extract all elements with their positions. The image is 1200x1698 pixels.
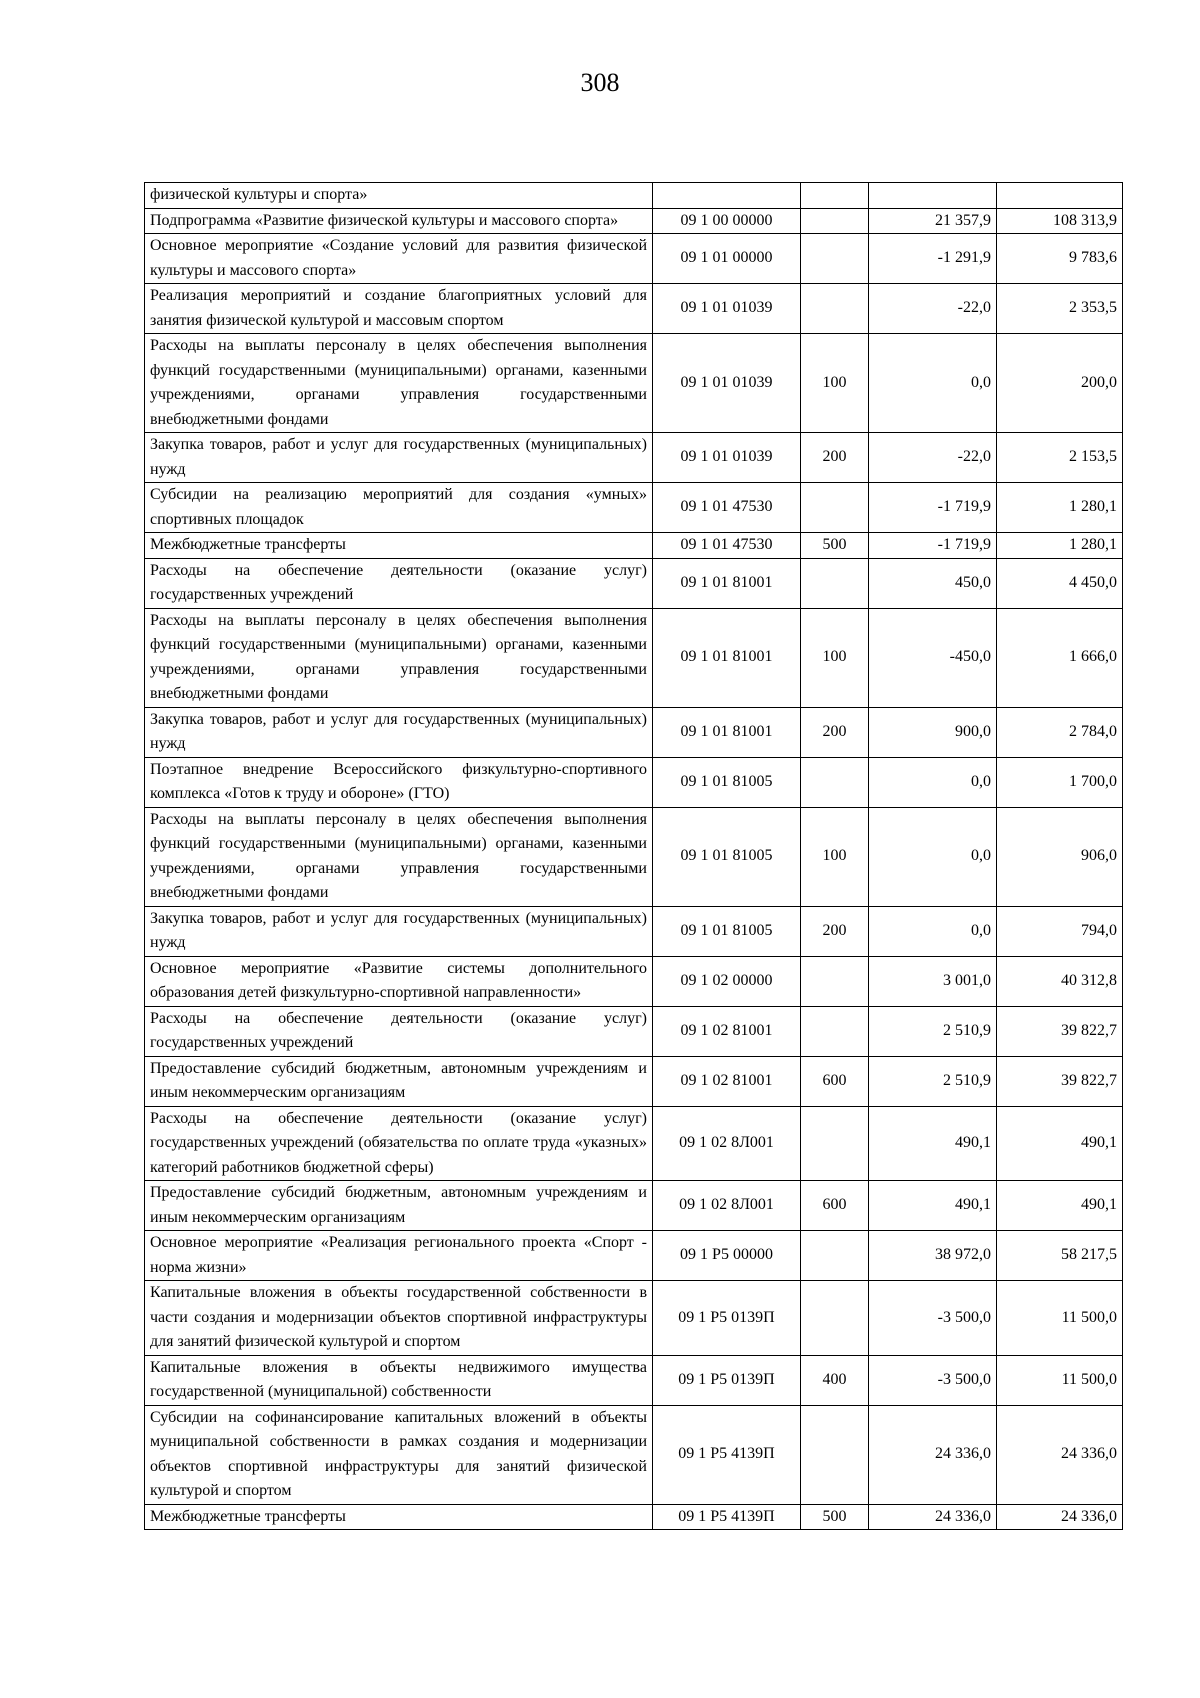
- row-code-cell: 09 1 01 00000: [653, 234, 801, 284]
- row-change-cell: 3 001,0: [869, 956, 997, 1006]
- row-total-cell: 906,0: [997, 807, 1123, 906]
- row-code-cell: 09 1 01 81001: [653, 558, 801, 608]
- table-row: [145, 1355, 1123, 1405]
- row-change-cell: 490,1: [869, 1181, 997, 1231]
- table-row: [145, 433, 1123, 483]
- row-name-cell: Расходы на обеспечение деятельности (оказание услуг) государственных учреждений (обязательства по оплате труда «указных» категорий работников бюджетной сферы): [145, 1106, 653, 1181]
- row-name-cell: Основное мероприятие «Развитие системы дополнительного образования детей физкультурно-спортивной направленности»: [145, 956, 653, 1006]
- row-code-cell: 09 1 01 81005: [653, 807, 801, 906]
- row-total-cell: 1 666,0: [997, 608, 1123, 707]
- row-name-cell: физической культуры и спорта»: [145, 183, 653, 209]
- row-change-cell: 900,0: [869, 707, 997, 757]
- row-code-cell: 09 1 01 81005: [653, 906, 801, 956]
- row-change-cell: 24 336,0: [869, 1405, 997, 1504]
- row-change-cell: -1 719,9: [869, 483, 997, 533]
- row-change-cell: 0,0: [869, 807, 997, 906]
- row-code-cell: 09 1 01 01039: [653, 284, 801, 334]
- row-code-cell: 09 1 P5 0139П: [653, 1281, 801, 1356]
- row-change-cell: -1 291,9: [869, 234, 997, 284]
- table-row: [145, 1231, 1123, 1281]
- table-row: [145, 608, 1123, 707]
- table-row: [145, 533, 1123, 559]
- row-name-cell: Межбюджетные трансферты: [145, 1504, 653, 1530]
- row-code-cell: 09 1 P5 4139П: [653, 1504, 801, 1530]
- row-name-cell: Реализация мероприятий и создание благоприятных условий для занятия физической культурой и массовым спортом: [145, 284, 653, 334]
- row-change-cell: -3 500,0: [869, 1355, 997, 1405]
- row-name-cell: Расходы на обеспечение деятельности (оказание услуг) государственных учреждений: [145, 1006, 653, 1056]
- row-expense-type-cell: [801, 558, 869, 608]
- row-name-cell: Основное мероприятие «Реализация регионального проекта «Спорт - норма жизни»: [145, 1231, 653, 1281]
- row-name-cell: Закупка товаров, работ и услуг для государственных (муниципальных) нужд: [145, 906, 653, 956]
- row-change-cell: 0,0: [869, 334, 997, 433]
- row-expense-type-cell: [801, 1231, 869, 1281]
- row-total-cell: 24 336,0: [997, 1405, 1123, 1504]
- row-total-cell: 11 500,0: [997, 1355, 1123, 1405]
- row-total-cell: 1 280,1: [997, 483, 1123, 533]
- row-name-cell: Расходы на выплаты персоналу в целях обеспечения выполнения функций государственными (муниципальными) органами, казенными учреждениями, органами управления государственными внебюджетными фондами: [145, 608, 653, 707]
- row-name-cell: Закупка товаров, работ и услуг для государственных (муниципальных) нужд: [145, 433, 653, 483]
- row-name-cell: Подпрограмма «Развитие физической культуры и массового спорта»: [145, 208, 653, 234]
- row-expense-type-cell: 100: [801, 807, 869, 906]
- row-total-cell: 794,0: [997, 906, 1123, 956]
- row-expense-type-cell: [801, 1405, 869, 1504]
- row-expense-type-cell: 400: [801, 1355, 869, 1405]
- row-total-cell: 490,1: [997, 1106, 1123, 1181]
- row-name-cell: Предоставление субсидий бюджетным, автономным учреждениям и иным некоммерческим организациям: [145, 1056, 653, 1106]
- row-code-cell: 09 1 01 47530: [653, 533, 801, 559]
- row-code-cell: 09 1 P5 00000: [653, 1231, 801, 1281]
- row-change-cell: 2 510,9: [869, 1056, 997, 1106]
- row-code-cell: 09 1 P5 0139П: [653, 1355, 801, 1405]
- row-total-cell: 2 784,0: [997, 707, 1123, 757]
- table-row: [145, 1281, 1123, 1356]
- row-total-cell: 108 313,9: [997, 208, 1123, 234]
- row-expense-type-cell: [801, 234, 869, 284]
- table-row: [145, 234, 1123, 284]
- row-name-cell: Основное мероприятие «Создание условий для развития физической культуры и массового спорта»: [145, 234, 653, 284]
- row-code-cell: 09 1 01 81005: [653, 757, 801, 807]
- row-name-cell: Капитальные вложения в объекты недвижимого имущества государственной (муниципальной) собственности: [145, 1355, 653, 1405]
- row-name-cell: Поэтапное внедрение Всероссийского физкультурно-спортивного комплекса «Готов к труду и обороне» (ГТО): [145, 757, 653, 807]
- table-row: [145, 1181, 1123, 1231]
- table-row: [145, 284, 1123, 334]
- row-expense-type-cell: 100: [801, 334, 869, 433]
- row-change-cell: -22,0: [869, 284, 997, 334]
- table-row: [145, 1056, 1123, 1106]
- row-code-cell: 09 1 01 81001: [653, 707, 801, 757]
- row-name-cell: Расходы на выплаты персоналу в целях обеспечения выполнения функций государственными (муниципальными) органами, казенными учреждениями, органами управления государственными внебюджетными фондами: [145, 807, 653, 906]
- row-expense-type-cell: [801, 956, 869, 1006]
- row-total-cell: [997, 183, 1123, 209]
- row-total-cell: 40 312,8: [997, 956, 1123, 1006]
- row-change-cell: 450,0: [869, 558, 997, 608]
- row-change-cell: 2 510,9: [869, 1006, 997, 1056]
- row-total-cell: 39 822,7: [997, 1056, 1123, 1106]
- row-expense-type-cell: [801, 1106, 869, 1181]
- row-expense-type-cell: 200: [801, 906, 869, 956]
- table-row: [145, 956, 1123, 1006]
- row-total-cell: 39 822,7: [997, 1006, 1123, 1056]
- row-total-cell: 1 700,0: [997, 757, 1123, 807]
- row-expense-type-cell: [801, 1006, 869, 1056]
- row-name-cell: Капитальные вложения в объекты государственной собственности в части создания и модернизации объектов спортивной инфраструктуры для занятий физической культурой и спортом: [145, 1281, 653, 1356]
- row-total-cell: 2 353,5: [997, 284, 1123, 334]
- row-expense-type-cell: 600: [801, 1056, 869, 1106]
- row-name-cell: Предоставление субсидий бюджетным, автономным учреждениям и иным некоммерческим организациям: [145, 1181, 653, 1231]
- row-name-cell: Межбюджетные трансферты: [145, 533, 653, 559]
- row-code-cell: 09 1 02 8Л001: [653, 1106, 801, 1181]
- row-change-cell: -450,0: [869, 608, 997, 707]
- row-total-cell: 58 217,5: [997, 1231, 1123, 1281]
- row-name-cell: Расходы на обеспечение деятельности (оказание услуг) государственных учреждений: [145, 558, 653, 608]
- row-name-cell: Расходы на выплаты персоналу в целях обеспечения выполнения функций государственными (муниципальными) органами, казенными учреждениями, органами управления государственными внебюджетными фондами: [145, 334, 653, 433]
- row-change-cell: 24 336,0: [869, 1504, 997, 1530]
- row-expense-type-cell: [801, 483, 869, 533]
- row-code-cell: 09 1 01 01039: [653, 334, 801, 433]
- row-expense-type-cell: [801, 757, 869, 807]
- row-change-cell: 490,1: [869, 1106, 997, 1181]
- row-code-cell: 09 1 P5 4139П: [653, 1405, 801, 1504]
- row-expense-type-cell: 100: [801, 608, 869, 707]
- row-code-cell: 09 1 02 8Л001: [653, 1181, 801, 1231]
- row-expense-type-cell: [801, 1281, 869, 1356]
- row-code-cell: 09 1 01 47530: [653, 483, 801, 533]
- row-change-cell: -22,0: [869, 433, 997, 483]
- row-name-cell: Субсидии на реализацию мероприятий для создания «умных» спортивных площадок: [145, 483, 653, 533]
- table-row: [145, 1006, 1123, 1056]
- table-row: [145, 757, 1123, 807]
- row-total-cell: 4 450,0: [997, 558, 1123, 608]
- row-total-cell: 2 153,5: [997, 433, 1123, 483]
- row-name-cell: Субсидии на софинансирование капитальных вложений в объекты муниципальной собственности в рамках создания и модернизации объектов спортивной инфраструктуры для занятий физической культурой и спортом: [145, 1405, 653, 1504]
- row-total-cell: 24 336,0: [997, 1504, 1123, 1530]
- page-number: 308: [580, 68, 620, 97]
- table-row: [145, 483, 1123, 533]
- row-code-cell: 09 1 02 00000: [653, 956, 801, 1006]
- row-expense-type-cell: 200: [801, 707, 869, 757]
- table-row: [145, 558, 1123, 608]
- budget-table: [144, 182, 1123, 1530]
- row-change-cell: 0,0: [869, 757, 997, 807]
- row-change-cell: -1 719,9: [869, 533, 997, 559]
- row-total-cell: 200,0: [997, 334, 1123, 433]
- row-code-cell: [653, 183, 801, 209]
- row-total-cell: 9 783,6: [997, 234, 1123, 284]
- row-code-cell: 09 1 00 00000: [653, 208, 801, 234]
- row-code-cell: 09 1 01 81001: [653, 608, 801, 707]
- row-expense-type-cell: 500: [801, 1504, 869, 1530]
- table-row: [145, 906, 1123, 956]
- row-change-cell: 21 357,9: [869, 208, 997, 234]
- table-row: [145, 807, 1123, 906]
- row-expense-type-cell: 600: [801, 1181, 869, 1231]
- row-total-cell: 1 280,1: [997, 533, 1123, 559]
- table-row: [145, 208, 1123, 234]
- table-row: [145, 1504, 1123, 1530]
- table-row: [145, 707, 1123, 757]
- row-expense-type-cell: 200: [801, 433, 869, 483]
- table-row: [145, 334, 1123, 433]
- row-expense-type-cell: 500: [801, 533, 869, 559]
- table-row: [145, 1106, 1123, 1181]
- budget-table-body: [145, 183, 1123, 1530]
- row-total-cell: 11 500,0: [997, 1281, 1123, 1356]
- row-code-cell: 09 1 01 01039: [653, 433, 801, 483]
- row-expense-type-cell: [801, 208, 869, 234]
- row-change-cell: 0,0: [869, 906, 997, 956]
- row-change-cell: 38 972,0: [869, 1231, 997, 1281]
- row-code-cell: 09 1 02 81001: [653, 1056, 801, 1106]
- table-row: [145, 1405, 1123, 1504]
- row-expense-type-cell: [801, 284, 869, 334]
- row-name-cell: Закупка товаров, работ и услуг для государственных (муниципальных) нужд: [145, 707, 653, 757]
- row-expense-type-cell: [801, 183, 869, 209]
- row-change-cell: [869, 183, 997, 209]
- row-code-cell: 09 1 02 81001: [653, 1006, 801, 1056]
- row-change-cell: -3 500,0: [869, 1281, 997, 1356]
- row-total-cell: 490,1: [997, 1181, 1123, 1231]
- table-row: [145, 183, 1123, 209]
